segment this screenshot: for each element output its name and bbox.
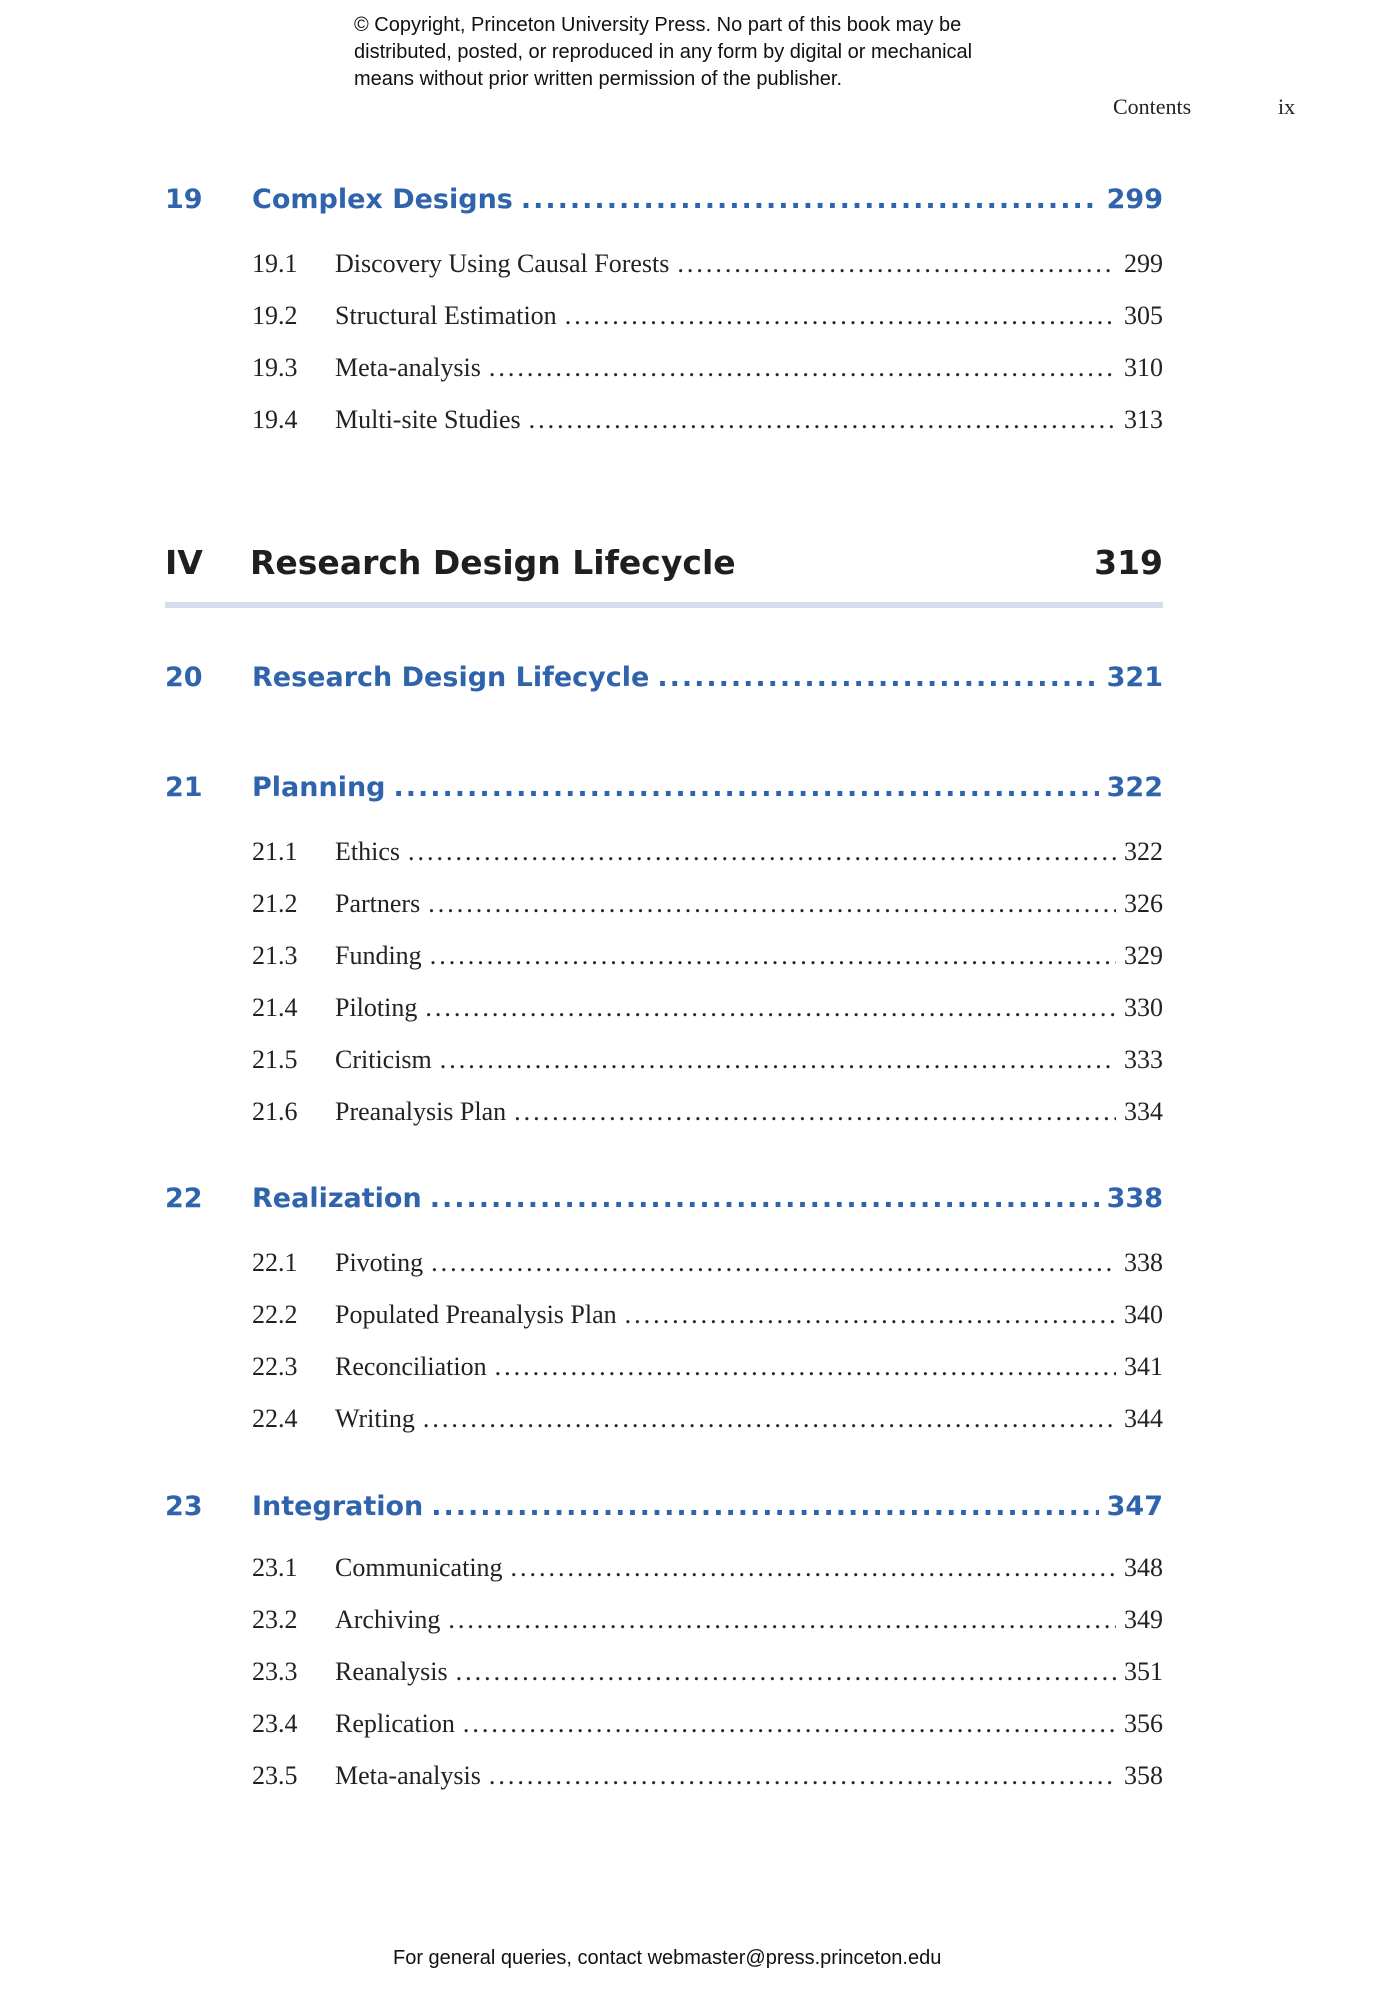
entry-title: Structural Estimation [335, 301, 557, 330]
entry-number: 21 [165, 772, 203, 803]
entry-title: Integration [252, 1491, 424, 1522]
part-page: 319 [1094, 543, 1163, 582]
dot-leader [428, 889, 1116, 919]
entry-title: Criticism [335, 1045, 432, 1074]
part-title: Research Design Lifecycle [250, 543, 736, 582]
dot-leader [425, 993, 1116, 1023]
dot-leader [565, 301, 1116, 331]
entry-number: 19.2 [252, 301, 298, 330]
toc-chapter-entry[interactable] [165, 662, 1163, 693]
dot-leader [456, 1657, 1116, 1687]
entry-number: 23.2 [252, 1605, 298, 1634]
footer-contact: For general queries, contact webmaster@press.princeton.edu [393, 1947, 942, 1969]
dot-leader [431, 1491, 1098, 1522]
dot-leader [495, 1352, 1116, 1382]
toc-section-entry[interactable] [165, 1248, 1163, 1278]
entry-title: Writing [335, 1404, 415, 1433]
entry-title: Partners [335, 889, 421, 918]
entry-page: 310 [1124, 353, 1163, 382]
entry-title: Multi-site Studies [335, 405, 521, 434]
entry-number: 21.1 [252, 837, 298, 866]
toc-section-entry[interactable] [165, 1404, 1163, 1434]
entry-title: Realization [252, 1183, 422, 1214]
entry-title: Reanalysis [335, 1657, 448, 1686]
entry-number: 19.4 [252, 405, 298, 434]
dot-leader [430, 1183, 1099, 1214]
entry-page: 313 [1124, 405, 1163, 434]
dot-leader [408, 837, 1116, 867]
toc-chapter-entry[interactable] [165, 1183, 1163, 1214]
entry-title: Planning [252, 772, 386, 803]
entry-number: 20 [165, 662, 203, 693]
copyright-line: © Copyright, Princeton University Press. No part of this book may be [354, 14, 962, 36]
toc-section-entry[interactable] [165, 1709, 1163, 1739]
entry-page: 329 [1124, 941, 1163, 970]
toc-section-entry[interactable] [165, 993, 1163, 1023]
toc-section-entry[interactable] [165, 1352, 1163, 1382]
dot-leader [529, 405, 1116, 435]
entry-page: 330 [1124, 993, 1163, 1022]
dot-leader [521, 184, 1099, 215]
entry-title: Reconciliation [335, 1352, 487, 1381]
entry-number: 19.1 [252, 249, 298, 278]
copyright-line: means without prior written permission of the publisher. [354, 68, 843, 90]
entry-page: 333 [1124, 1045, 1163, 1074]
entry-number: 21.6 [252, 1097, 298, 1126]
entry-title: Funding [335, 941, 422, 970]
dot-leader [625, 1300, 1116, 1330]
toc-section-entry[interactable] [165, 1657, 1163, 1687]
entry-title: Meta-analysis [335, 1761, 481, 1790]
entry-number: 23.5 [252, 1761, 298, 1790]
entry-number: 21.5 [252, 1045, 298, 1074]
entry-title: Archiving [335, 1605, 441, 1634]
toc-section-entry[interactable] [165, 249, 1163, 279]
dot-leader [514, 1097, 1116, 1127]
entry-page: 358 [1124, 1761, 1163, 1790]
entry-page: 321 [1106, 662, 1163, 693]
part-heading[interactable] [165, 543, 1163, 582]
toc-chapter-entry[interactable] [165, 1491, 1163, 1522]
dot-leader [511, 1553, 1116, 1583]
entry-number: 22.1 [252, 1248, 298, 1277]
dot-leader [394, 772, 1099, 803]
toc-chapter-entry[interactable] [165, 184, 1163, 215]
part-divider [165, 602, 1163, 608]
toc-section-entry[interactable] [165, 1605, 1163, 1635]
entry-title: Ethics [335, 837, 400, 866]
entry-page: 299 [1106, 184, 1163, 215]
entry-page: 322 [1106, 772, 1163, 803]
toc-section-entry[interactable] [165, 1300, 1163, 1330]
dot-leader [489, 1761, 1116, 1791]
dot-leader [423, 1404, 1116, 1434]
toc-chapter-entry[interactable] [165, 772, 1163, 803]
entry-title: Communicating [335, 1553, 503, 1582]
toc-section-entry[interactable] [165, 353, 1163, 383]
toc-section-entry[interactable] [165, 1097, 1163, 1127]
toc-section-entry[interactable] [165, 1553, 1163, 1583]
dot-leader [448, 1605, 1116, 1635]
toc-section-entry[interactable] [165, 1761, 1163, 1791]
entry-page: 348 [1124, 1553, 1163, 1582]
entry-page: 338 [1124, 1248, 1163, 1277]
entry-page: 305 [1124, 301, 1163, 330]
entry-page: 322 [1124, 837, 1163, 866]
entry-page: 326 [1124, 889, 1163, 918]
entry-number: 21.2 [252, 889, 298, 918]
entry-page: 340 [1124, 1300, 1163, 1329]
entry-number: 22.3 [252, 1352, 298, 1381]
entry-number: 21.4 [252, 993, 298, 1022]
entry-page: 351 [1124, 1657, 1163, 1686]
entry-number: 19.3 [252, 353, 298, 382]
entry-title: Pivoting [335, 1248, 424, 1277]
dot-leader [463, 1709, 1116, 1739]
running-head-page: ix [1278, 94, 1296, 119]
entry-page: 347 [1106, 1491, 1163, 1522]
dot-leader [657, 662, 1098, 693]
entry-page: 356 [1124, 1709, 1163, 1738]
entry-title: Piloting [335, 993, 418, 1022]
entry-page: 349 [1124, 1605, 1163, 1634]
toc-section-entry[interactable] [165, 941, 1163, 971]
dot-leader [430, 941, 1116, 971]
entry-page: 341 [1124, 1352, 1163, 1381]
entry-number: 23.1 [252, 1553, 298, 1582]
toc-section-entry[interactable] [165, 301, 1163, 331]
toc-section-entry[interactable] [165, 405, 1163, 435]
entry-title: Complex Designs [252, 184, 513, 215]
dot-leader [489, 353, 1116, 383]
part-number: IV [165, 543, 203, 582]
copyright-notice [354, 12, 972, 93]
entry-page: 344 [1124, 1404, 1163, 1433]
entry-title: Populated Preanalysis Plan [335, 1300, 617, 1329]
copyright-line: distributed, posted, or reproduced in any form by digital or mechanical [354, 41, 973, 63]
entry-page: 334 [1124, 1097, 1163, 1126]
dot-leader [431, 1248, 1116, 1278]
entry-title: Research Design Lifecycle [252, 662, 650, 693]
entry-number: 23.4 [252, 1709, 298, 1738]
entry-number: 19 [165, 184, 203, 215]
entry-title: Replication [335, 1709, 455, 1738]
running-head-section: Contents [1113, 94, 1192, 119]
entry-page: 338 [1106, 1183, 1163, 1214]
entry-number: 23 [165, 1491, 203, 1522]
dot-leader [440, 1045, 1116, 1075]
dot-leader [677, 249, 1116, 279]
entry-number: 22.4 [252, 1404, 298, 1433]
entry-title: Preanalysis Plan [335, 1097, 507, 1126]
entry-title: Discovery Using Causal Forests [335, 249, 670, 278]
entry-number: 22.2 [252, 1300, 298, 1329]
entry-number: 21.3 [252, 941, 298, 970]
entry-title: Meta-analysis [335, 353, 481, 382]
entry-number: 23.3 [252, 1657, 298, 1686]
toc-section-entry[interactable] [165, 837, 1163, 867]
entry-number: 22 [165, 1183, 203, 1214]
toc-section-entry[interactable] [165, 889, 1163, 919]
entry-page: 299 [1124, 249, 1163, 278]
toc-section-entry[interactable] [165, 1045, 1163, 1075]
